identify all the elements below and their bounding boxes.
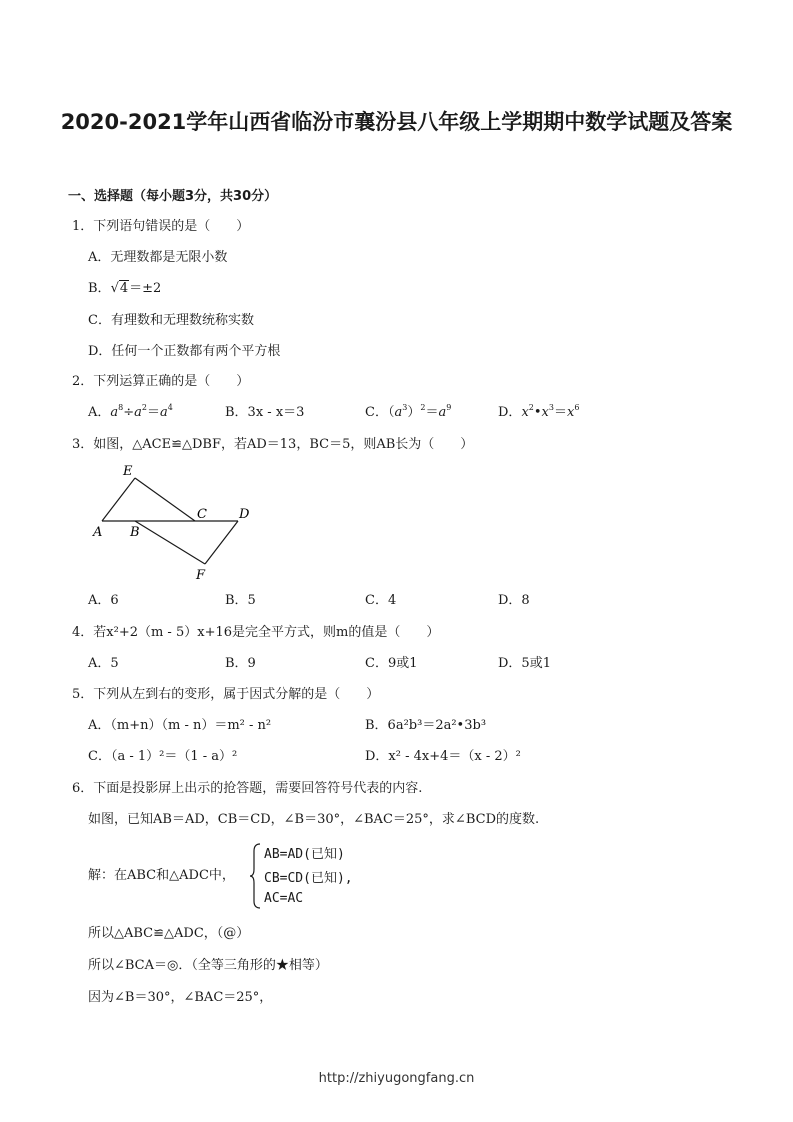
label-d: D <box>239 507 250 522</box>
line-bf <box>135 521 205 564</box>
sqrt-symbol: √4 <box>110 281 129 296</box>
question-6-stem: 6．下面是投影屏上出示的抢答题，需要回答符号代表的内容. <box>72 781 423 796</box>
q1-option-d: D．任何一个正数都有两个平方根 <box>88 344 281 359</box>
line-ec <box>135 478 195 521</box>
triangle-figure <box>88 460 268 585</box>
brace-icon <box>250 843 262 909</box>
system-line-2: CB=CD(已知), <box>264 871 353 886</box>
q2-option-d: D．$x^2•x^3=x^6$ <box>498 403 580 420</box>
q5-option-a: A．（m+n）（m - n）＝m² - n² <box>88 718 272 733</box>
q1-option-b-prefix: B． <box>88 281 111 296</box>
q3-option-d: D．8 <box>498 593 530 608</box>
q3-option-b: B．5 <box>225 593 256 608</box>
q3-option-a: A．6 <box>88 593 119 608</box>
label-a: A <box>93 525 103 540</box>
label-f: F <box>196 568 206 583</box>
q5-option-c: C．（a - 1）²＝（1 - a）² <box>88 749 238 764</box>
q4-option-a: A．5 <box>88 656 119 671</box>
label-c: C <box>197 507 207 522</box>
q6-line-1: 所以△ABC≌△ADC，（@） <box>88 926 250 941</box>
q4-option-d: D．5或1 <box>498 656 551 671</box>
question-2-stem: 2．下列运算正确的是（ ） <box>72 374 250 389</box>
q1-option-a: A．无理数都是无限小数 <box>88 250 228 265</box>
q2-option-a-label: A． <box>88 405 111 420</box>
system-line-1: AB=AD(已知) <box>264 847 345 862</box>
footer-url: http://zhiyugongfang.cn <box>318 1071 475 1086</box>
q5-option-d: D．x² - 4x+4＝（x - 2）² <box>365 749 521 764</box>
label-b: B <box>130 525 140 540</box>
q2-option-c-label: C． <box>365 405 388 420</box>
question-5-stem: 5．下列从左到右的变形，属于因式分解的是（ ） <box>72 687 380 702</box>
section-heading: 一、选择题（每小题3分，共30分） <box>68 189 278 204</box>
q2-option-a: A．$a^8\div a^2=a^4$ <box>88 403 173 420</box>
q1-option-c: C．有理数和无理数统称实数 <box>88 313 254 328</box>
line-fd <box>205 521 238 564</box>
q2-option-b: B．3x - x＝3 <box>225 405 305 420</box>
q2-option-c: C．$(a^3)^2=a^9$ <box>365 403 452 420</box>
q6-given: 如图，已知AB＝AD，CB＝CD，∠B＝30°，∠BAC＝25°，求∠BCD的度数. <box>88 812 540 827</box>
label-e: E <box>123 464 133 479</box>
q6-line-2: 所以∠BCA＝◎．（全等三角形的★相等） <box>88 958 328 973</box>
q1-option-b <box>88 280 161 298</box>
q1-option-b-suffix: ＝±2 <box>129 281 162 296</box>
q1-radicand: 4 <box>119 281 129 296</box>
q5-option-b: B．6a²b³＝2a²•3b³ <box>365 718 487 733</box>
q3-option-c: C．4 <box>365 593 397 608</box>
question-4-stem: 4．若x²+2（m - 5）x+16是完全平方式，则m的值是（ ） <box>72 625 440 640</box>
question-3-stem: 3．如图，△ACE≌△DBF，若AD＝13，BC＝5，则AB长为（ ） <box>72 437 474 452</box>
document-title: 2020-2021学年山西省临汾市襄汾县八年级上学期期中数学试题及答案 <box>60 110 733 134</box>
q4-option-b: B．9 <box>225 656 256 671</box>
q6-line-3: 因为∠B＝30°，∠BAC＝25°， <box>88 990 273 1005</box>
question-1-stem: 1．下列语句错误的是（ ） <box>72 219 250 234</box>
q4-option-c: C．9或1 <box>365 656 418 671</box>
q6-solution-prefix: 解：在ABC和△ADC中， <box>88 868 235 883</box>
q2-option-d-label: D． <box>498 405 522 420</box>
system-line-3: AC=AC <box>264 891 304 906</box>
line-ae <box>102 478 135 521</box>
